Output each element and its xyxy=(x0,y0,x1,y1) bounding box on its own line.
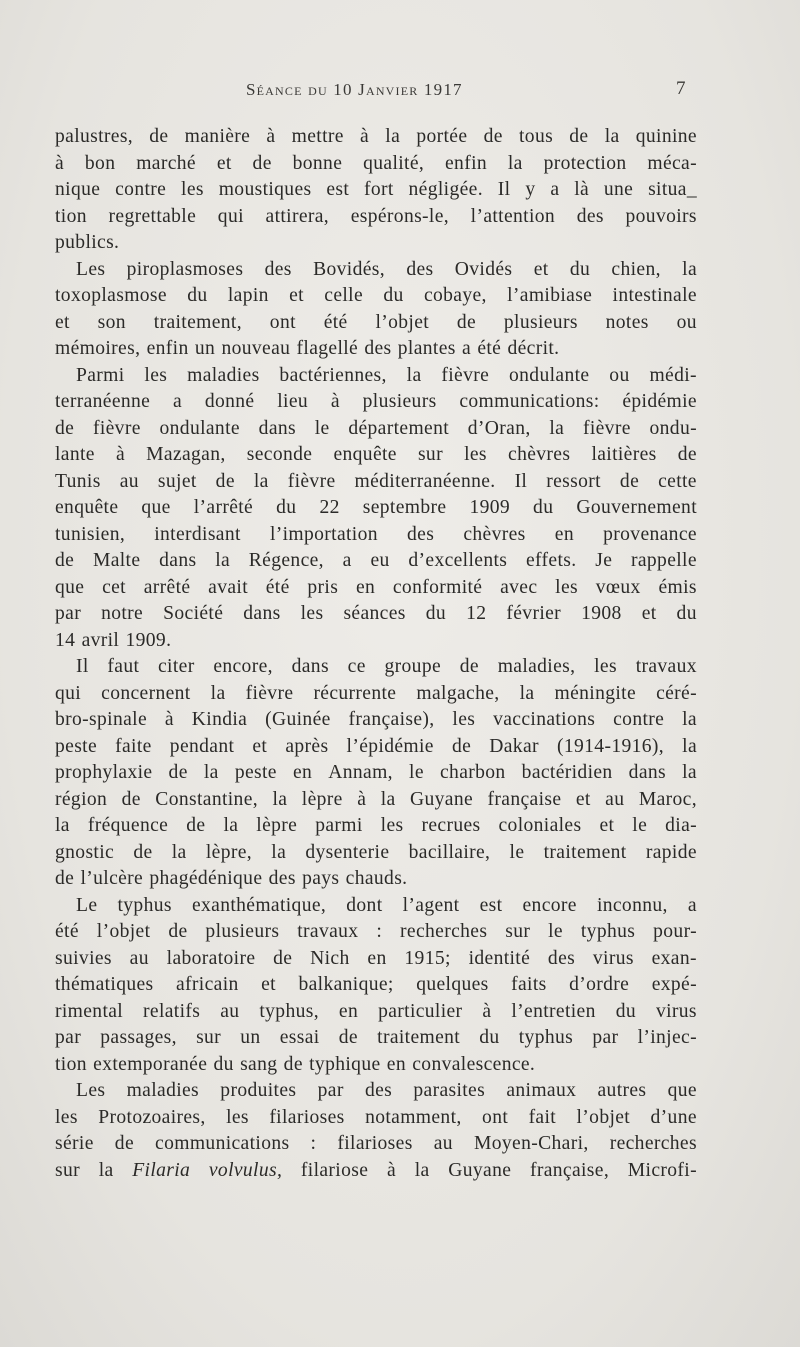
text-line: mémoires, enfin un nouveau flagellé des plantes a été décrit. xyxy=(55,338,560,359)
text-line: Les maladies produites par des parasites animaux autres que xyxy=(76,1080,697,1101)
text-line: enquête que l’arrêté du 22 septembre 1909 du Gouvernement xyxy=(55,497,697,518)
text-line: thématiques africain et balkanique; quelques faits d’ordre expé- xyxy=(55,974,697,995)
text-line: suivies au laboratoire de Nich en 1915; identité des virus exan- xyxy=(55,947,697,969)
text-line: tion extemporanée du sang de typhique en convalescence. xyxy=(55,1053,536,1075)
text-line: été l’objet de plusieurs travaux : recherches sur le typhus pour- xyxy=(55,921,697,942)
text-line: peste faite pendant et après l’épidémie de Dakar (1914-1916), la xyxy=(55,735,697,757)
text-line: tion regrettable qui attirera, espérons-le, l’attention des pouvoirs xyxy=(55,205,697,227)
text-line: la fréquence de la lèpre parmi les recrues coloniales et le dia- xyxy=(55,815,697,836)
text-line: Tunis au sujet de la fièvre méditerranéenne. Il ressort de cette xyxy=(55,470,697,492)
body-text xyxy=(55,124,697,1184)
running-header xyxy=(0,80,800,110)
text-line: de Malte dans la Régence, a eu d’excellents effets. Je rappelle xyxy=(55,550,697,571)
text-line: région de Constantine, la lèpre à la Guyane française et au Maroc, xyxy=(55,788,697,810)
text-line: 14 avril 1909. xyxy=(55,629,172,651)
text-line: par notre Société dans les séances du 12 février 1908 et du xyxy=(55,603,697,624)
text-line: lante à Mazagan, seconde enquête sur les chèvres laitières de xyxy=(55,444,697,465)
text-line: les Protozoaires, les filarioses notamment, ont fait l’objet d’une xyxy=(55,1106,697,1128)
text-line: sur la Filaria volvulus, filariose à la Guyane française, Microfi- xyxy=(55,1159,697,1181)
page-number: 7 xyxy=(676,78,686,99)
text-line: et son traitement, ont été l’objet de plusieurs notes ou xyxy=(55,311,697,333)
text-line: tunisien, interdisant l’importation des chèvres en provenance xyxy=(55,523,697,545)
text-line: bro-spinale à Kindia (Guinée française), les vaccinations contre la xyxy=(55,709,697,730)
text-line: publics. xyxy=(55,232,120,253)
text-line: palustres, de manière à mettre à la portée de tous de la quinine xyxy=(55,126,697,147)
text-line: Il faut citer encore, dans ce groupe de maladies, les travaux xyxy=(76,656,697,677)
running-title: Séance du 10 Janvier 1917 xyxy=(246,80,463,99)
text-line: que cet arrêté avait été pris en conformité avec les vœux émis xyxy=(55,576,697,598)
text-line: gnostic de la lèpre, la dysenterie bacillaire, le traitement rapide xyxy=(55,841,697,863)
text-line: toxoplasmose du lapin et celle du cobaye, l’amibiase intestinale xyxy=(55,285,697,306)
text-line: de l’ulcère phagédénique des pays chauds. xyxy=(55,868,408,889)
text-line: nique contre les moustiques est fort négligée. Il y a là une situa_ xyxy=(55,179,697,200)
text-line: par passages, sur un essai de traitement du typhus par l’injec- xyxy=(55,1027,697,1048)
text-line: de fièvre ondulante dans le département d’Oran, la fièvre ondu- xyxy=(55,417,697,439)
text-line: série de communications : filarioses au Moyen-Chari, recherches xyxy=(55,1133,697,1154)
text-line: à bon marché et de bonne qualité, enfin la protection méca- xyxy=(55,152,697,174)
text-line: qui concernent la fièvre récurrente malgache, la méningite céré- xyxy=(55,682,697,704)
text-line: Parmi les maladies bactériennes, la fièvre ondulante ou médi- xyxy=(76,364,697,386)
text-line: Le typhus exanthématique, dont l’agent est encore inconnu, a xyxy=(76,894,697,916)
text-line: terranéenne a donné lieu à plusieurs communications: épidémie xyxy=(55,391,697,412)
text-line: prophylaxie de la peste en Annam, le charbon bactéridien dans la xyxy=(55,762,697,783)
text-line: rimental relatifs au typhus, en particulier à l’entretien du virus xyxy=(55,1000,697,1022)
text-line: Les piroplasmoses des Bovidés, des Ovidés et du chien, la xyxy=(76,258,697,280)
